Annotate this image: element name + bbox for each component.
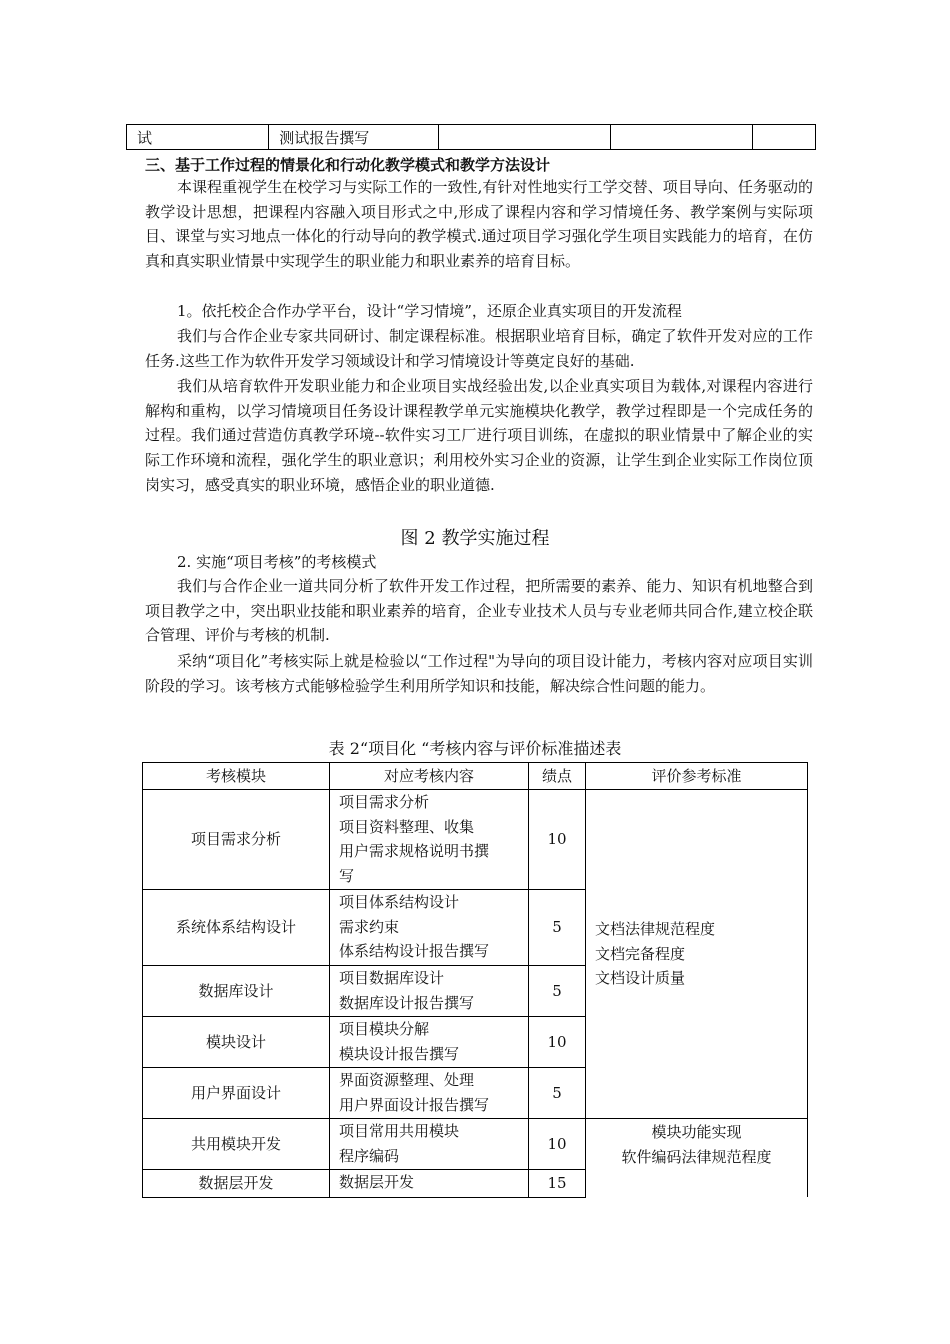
previous-table-fragment [126,124,816,150]
content-line: 项目资料整理、收集 [339,817,475,836]
module-cell: 项目需求分析 [143,790,330,890]
paragraph-5: 采纳“项目化”考核实际上就是检验以“工作过程"为导向的项目设计能力，考核内容对应项目实训阶段的学习。该考核方式能够检验学生利用所学知识和技能，解决综合性问题的能力。 [145,652,813,695]
subheading-1: 1。依托校企合作办学平台，设计“学习情境”，还原企业真实项目的开发流程 [177,302,682,320]
standard-line: 文档设计质量 [595,969,686,988]
content-cell [330,1119,529,1170]
standard-line: 文档完备程度 [595,944,686,963]
header-module: 考核模块 [143,763,330,790]
header-score: 绩点 [529,763,586,790]
content-line: 体系结构设计报告撰写 [339,942,490,960]
score-cell: 10 [529,1119,586,1170]
content-line: 数据库设计报告撰写 [339,993,475,1012]
content-line: 项目常用共用模块 [339,1122,460,1140]
standard-line: 软件编码法律规范程度 [621,1147,772,1166]
standard-cell [586,790,808,1119]
content-line: 数据层开发 [339,1173,415,1191]
table-cell [611,125,753,150]
table-caption: 表 2“项目化 “考核内容与评价标准描述表 [328,739,622,758]
content-line: 用户界面设计报告撰写 [339,1095,490,1114]
content-line: 用户需求规格说明书撰 [339,842,490,860]
table-row [143,790,808,890]
module-cell: 用户界面设计 [143,1068,330,1119]
standard-cell [586,1119,808,1198]
content-line: 需求约束 [339,917,400,936]
score-cell: 15 [529,1170,586,1198]
assessment-table [142,762,808,1198]
content-line: 项目需求分析 [339,793,430,811]
content-cell [330,966,529,1017]
table-cell: 试 [127,125,269,150]
content-cell [330,1170,529,1198]
content-cell [330,890,529,966]
module-cell: 数据层开发 [143,1170,330,1198]
content-cell [330,1068,529,1119]
paragraph-3: 我们从培育软件开发职业能力和企业项目实战经验出发,以企业真实项目为载体,对课程内容进行解构和重构，以学习情境项目任务设计课程教学单元实施模块化教学，教学过程即是一个完成任务的过程。我们通过营造仿真教学环境--软件实习工厂进行项目训练，在虚拟的职业情景中了解企业的实际工作环境和流程，强化学生的职业意识；利用校外实习企业的资源，让学生到企业实际工作岗位顶岗实习，感受真实的职业环境，感悟企业的职业道德. [145,377,813,494]
table-row [127,125,816,150]
content-cell [330,790,529,890]
content-line: 项目模块分解 [339,1020,430,1038]
score-cell: 10 [529,1017,586,1068]
content-line: 模块设计报告撰写 [339,1044,460,1063]
content-line: 程序编码 [339,1146,400,1165]
subheading-2: 2. 实施“项目考核”的考核模式 [177,553,377,571]
paragraph-1: 本课程重视学生在校学习与实际工作的一致性,有针对性地实行工学交替、项目导向、任务驱动的教学设计思想，把课程内容融入项目形式之中,形成了课程内容和学习情境任务、教学案例与实际项目、课堂与实习地点一体化的行动导向的教学模式.通过项目学习强化学生项目实践能力的培育，在仿真和真实职业情景中实现学生的职业能力和职业素养的培育目标。 [145,178,813,271]
table-cell: 测试报告撰写 [269,125,439,150]
header-content: 对应考核内容 [330,763,529,790]
table-row [143,1119,808,1170]
module-cell: 数据库设计 [143,966,330,1017]
standard-line: 模块功能实现 [651,1123,742,1141]
content-line: 项目数据库设计 [339,969,445,987]
score-cell: 5 [529,1068,586,1119]
score-cell: 5 [529,890,586,966]
score-cell: 5 [529,966,586,1017]
figure-caption: 图 2 教学实施过程 [400,528,550,549]
paragraph-4: 我们与合作企业一道共同分析了软件开发工作过程，把所需要的素养、能力、知识有机地整合到项目教学之中，突出职业技能和职业素养的培育，企业专业技术人员与专业老师共同合作,建立校企联合管理、评价与考核的机制. [145,577,813,645]
header-standard: 评价参考标准 [586,763,808,790]
content-line: 项目体系结构设计 [339,893,460,911]
standard-line: 文档法律规范程度 [595,920,716,939]
module-cell: 系统体系结构设计 [143,890,330,966]
table-header-row [143,763,808,790]
table-cell [753,125,816,150]
content-line: 界面资源整理、处理 [339,1071,475,1089]
paragraph-2: 我们与合作企业专家共同研讨、制定课程标准。根据职业培育目标，确定了软件开发对应的工作任务.这些工作为软件开发学习领域设计和学习情境设计等奠定良好的基础. [145,327,813,370]
table-cell [439,125,611,150]
section-heading: 三、基于工作过程的情景化和行动化教学模式和教学方法设计 [145,156,551,174]
content-cell [330,1017,529,1068]
module-cell: 模块设计 [143,1017,330,1068]
module-cell: 共用模块开发 [143,1119,330,1170]
score-cell: 10 [529,790,586,890]
content-line: 写 [339,866,355,885]
